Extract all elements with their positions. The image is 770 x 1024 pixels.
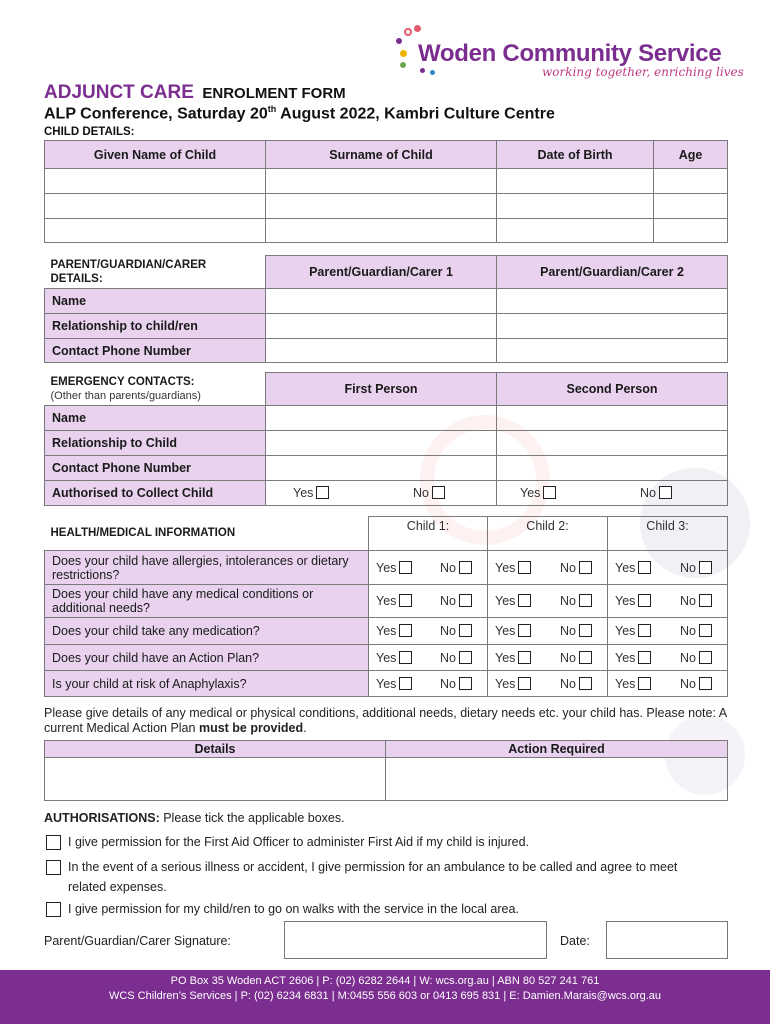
yes-checkbox[interactable] <box>518 677 531 690</box>
table-row <box>45 406 728 431</box>
first-person-name-field[interactable] <box>266 406 497 431</box>
no-checkbox[interactable] <box>459 561 472 574</box>
parent-table <box>44 255 728 363</box>
no-option <box>560 624 592 638</box>
question-medical-conditions: Does your child have any medical conditions or additional needs? <box>45 585 369 618</box>
no-label: No <box>680 560 696 575</box>
no-checkbox[interactable] <box>699 677 712 690</box>
yes-label: Yes <box>495 594 516 608</box>
logo-dot <box>404 28 412 36</box>
yes-checkbox[interactable] <box>638 594 651 607</box>
yes-label: Yes <box>495 650 516 665</box>
no-option <box>440 594 472 608</box>
no-checkbox[interactable] <box>432 486 445 499</box>
emergency-label: EMERGENCY CONTACTS: <box>50 375 195 388</box>
no-checkbox[interactable] <box>459 651 472 664</box>
no-label: No <box>440 676 456 691</box>
col-child-2: Child 2: <box>488 517 608 551</box>
table-row <box>45 481 728 506</box>
col-first-person: First Person <box>266 373 497 406</box>
walks-checkbox[interactable] <box>46 902 61 917</box>
yes-option <box>495 561 531 575</box>
no-option <box>680 677 712 691</box>
child-details-label: CHILD DETAILS: <box>44 126 135 138</box>
col-second-person: Second Person <box>497 373 728 406</box>
yes-option <box>293 486 329 500</box>
event-suffix: August 2022, Kambri Culture Centre <box>276 105 555 123</box>
yes-option <box>376 677 412 691</box>
surname-field[interactable] <box>266 169 497 194</box>
ambulance-text: In the event of a serious illness or accident, I give permission for an ambulance to be called and agree to meet related expenses. <box>68 860 678 894</box>
footer <box>0 970 770 1024</box>
details-field[interactable] <box>45 758 386 801</box>
first-aid-checkbox[interactable] <box>46 835 61 850</box>
yes-option <box>495 677 531 691</box>
yes-option <box>376 624 412 638</box>
yes-checkbox[interactable] <box>316 486 329 499</box>
parent2-phone-field[interactable] <box>497 339 728 363</box>
logo-dot <box>420 68 425 73</box>
yes-checkbox[interactable] <box>543 486 556 499</box>
row-label-relationship: Relationship to child/ren <box>45 314 266 339</box>
no-option <box>560 594 592 608</box>
row-label-name: Name <box>45 406 266 431</box>
no-checkbox[interactable] <box>659 486 672 499</box>
yes-checkbox[interactable] <box>638 677 651 690</box>
second-person-authorised <box>497 481 728 506</box>
question-action-plan: Does your child have an Action Plan? <box>45 645 369 671</box>
authorisations-instructions: Please tick the applicable boxes. <box>159 811 345 825</box>
yes-checkbox[interactable] <box>518 594 531 607</box>
date-label: Date: <box>560 934 590 948</box>
no-checkbox[interactable] <box>579 624 592 637</box>
dob-field[interactable] <box>497 169 654 194</box>
logo-dot <box>400 62 406 68</box>
table-row <box>45 194 728 219</box>
first-person-relationship-field[interactable] <box>266 431 497 456</box>
table-row <box>45 551 728 585</box>
table-row <box>45 585 728 618</box>
col-given-name: Given Name of Child <box>45 141 266 169</box>
no-option <box>440 677 472 691</box>
brand-name: Woden Community Service <box>418 40 722 67</box>
no-checkbox[interactable] <box>459 624 472 637</box>
yes-label: Yes <box>495 676 516 691</box>
second-person-name-field[interactable] <box>497 406 728 431</box>
logo-dot <box>430 70 435 75</box>
child1-answer <box>369 671 488 697</box>
form-title <box>44 82 346 104</box>
dob-field[interactable] <box>497 219 654 243</box>
details-text: Please give details of any medical or physical conditions, additional needs, dietary needs etc. your child has. Please note: A current Medical Action Plan <box>44 706 727 735</box>
auth-ambulance <box>46 857 726 897</box>
auth-walks <box>46 899 726 919</box>
surname-field[interactable] <box>266 194 497 219</box>
no-checkbox[interactable] <box>699 624 712 637</box>
no-checkbox[interactable] <box>579 594 592 607</box>
yes-label: Yes <box>376 624 397 638</box>
col-dob: Date of Birth <box>497 141 654 169</box>
table-row <box>45 671 728 697</box>
first-aid-text: I give permission for the First Aid Officer to administer First Aid if my child is injured. <box>68 835 530 849</box>
table-row <box>45 314 728 339</box>
age-field[interactable] <box>654 194 728 219</box>
no-checkbox[interactable] <box>699 561 712 574</box>
no-label: No <box>440 650 456 665</box>
no-label: No <box>560 594 576 608</box>
no-checkbox[interactable] <box>699 651 712 664</box>
yes-option <box>615 677 651 691</box>
footer-line-2: WCS Children’s Services | P: (02) 6234 6831 | M:0455 556 603 or 0413 695 831 | E: Damien.Marais@wcs.org.au <box>108 990 662 1002</box>
ambulance-checkbox[interactable] <box>46 860 61 875</box>
no-label: No <box>680 624 696 638</box>
row-label-relationship: Relationship to Child <box>45 431 266 456</box>
yes-checkbox[interactable] <box>518 561 531 574</box>
yes-option <box>495 594 531 608</box>
child2-answer <box>488 618 608 645</box>
col-action-required: Action Required <box>386 741 728 758</box>
second-person-relationship-field[interactable] <box>497 431 728 456</box>
auth-first-aid <box>46 832 726 852</box>
first-person-phone-field[interactable] <box>266 456 497 481</box>
emergency-section-label <box>45 373 266 406</box>
no-option <box>560 651 592 665</box>
yes-checkbox[interactable] <box>399 561 412 574</box>
child3-answer <box>608 585 728 618</box>
no-option <box>440 624 472 638</box>
child-details-table <box>44 140 728 243</box>
yes-checkbox[interactable] <box>638 561 651 574</box>
row-label-name: Name <box>45 289 266 314</box>
no-option <box>440 651 472 665</box>
yes-option <box>615 624 651 638</box>
yes-option <box>615 561 651 575</box>
yes-label: Yes <box>615 560 636 575</box>
yes-label: Yes <box>376 594 397 608</box>
yes-label: Yes <box>376 560 397 575</box>
no-option <box>413 486 445 500</box>
child2-answer <box>488 671 608 697</box>
given-name-field[interactable] <box>45 219 266 243</box>
form-title-main: ADJUNCT CARE <box>44 82 194 103</box>
yes-checkbox[interactable] <box>399 594 412 607</box>
yes-label: Yes <box>376 650 397 665</box>
child2-answer <box>488 585 608 618</box>
no-checkbox[interactable] <box>579 651 592 664</box>
no-option <box>560 677 592 691</box>
yes-checkbox[interactable] <box>399 651 412 664</box>
parent2-relationship-field[interactable] <box>497 314 728 339</box>
brand-tagline: working together, enriching lives <box>542 65 744 79</box>
health-table <box>44 516 728 697</box>
event-prefix: ALP Conference, Saturday 20 <box>44 105 268 123</box>
row-label-phone: Contact Phone Number <box>45 339 266 363</box>
yes-label: Yes <box>615 650 636 665</box>
table-row <box>45 219 728 243</box>
child3-answer <box>608 551 728 585</box>
table-row <box>45 169 728 194</box>
no-label: No <box>413 486 429 500</box>
child3-answer <box>608 618 728 645</box>
given-name-field[interactable] <box>45 194 266 219</box>
yes-checkbox[interactable] <box>399 677 412 690</box>
child2-answer <box>488 551 608 585</box>
dob-field[interactable] <box>497 194 654 219</box>
row-label-phone: Contact Phone Number <box>45 456 266 481</box>
authorisations-title: AUTHORISATIONS: <box>44 811 160 825</box>
col-parent-2: Parent/Guardian/Carer 2 <box>497 256 728 289</box>
question-anaphylaxis: Is your child at risk of Anaphylaxis? <box>45 671 369 697</box>
col-child-1: Child 1: <box>369 517 488 551</box>
no-label: No <box>680 676 696 691</box>
no-checkbox[interactable] <box>579 561 592 574</box>
first-person-authorised <box>266 481 497 506</box>
surname-field[interactable] <box>266 219 497 243</box>
no-option <box>680 594 712 608</box>
parent1-relationship-field[interactable] <box>266 314 497 339</box>
event-subtitle <box>44 104 555 123</box>
no-label: No <box>440 560 456 575</box>
date-field[interactable] <box>606 921 728 959</box>
age-field[interactable] <box>654 169 728 194</box>
action-required-field[interactable] <box>386 758 728 801</box>
event-sup: th <box>267 104 277 114</box>
no-option <box>560 561 592 575</box>
second-person-phone-field[interactable] <box>497 456 728 481</box>
yes-checkbox[interactable] <box>638 651 651 664</box>
no-label: No <box>560 624 576 638</box>
no-option <box>680 561 712 575</box>
age-field[interactable] <box>654 219 728 243</box>
yes-checkbox[interactable] <box>518 624 531 637</box>
yes-label: Yes <box>520 486 541 500</box>
yes-label: Yes <box>376 676 397 691</box>
no-checkbox[interactable] <box>459 594 472 607</box>
child1-answer <box>369 551 488 585</box>
col-parent-1: Parent/Guardian/Carer 1 <box>266 256 497 289</box>
logo-dot <box>400 50 407 57</box>
row-label-authorised: Authorised to Collect Child <box>45 481 266 506</box>
child1-answer <box>369 645 488 671</box>
yes-option <box>495 651 531 665</box>
table-row <box>45 645 728 671</box>
child3-answer <box>608 671 728 697</box>
child1-answer <box>369 585 488 618</box>
col-surname: Surname of Child <box>266 141 497 169</box>
col-age: Age <box>654 141 728 169</box>
brand-logo <box>396 28 744 80</box>
yes-checkbox[interactable] <box>518 651 531 664</box>
no-label: No <box>440 594 456 608</box>
authorisations-heading <box>44 811 345 825</box>
yes-checkbox[interactable] <box>638 624 651 637</box>
emergency-note: (Other than parents/guardians) <box>50 389 201 402</box>
details-text-end: . <box>303 721 307 735</box>
yes-label: Yes <box>615 594 636 608</box>
yes-label: Yes <box>615 676 636 691</box>
table-row <box>45 456 728 481</box>
parent2-name-field[interactable] <box>497 289 728 314</box>
child2-answer <box>488 645 608 671</box>
no-option <box>680 624 712 638</box>
emergency-table <box>44 372 728 506</box>
form-title-sub: ENROLMENT FORM <box>202 85 346 102</box>
table-row <box>45 339 728 363</box>
yes-label: Yes <box>293 486 314 500</box>
details-instructions <box>44 706 734 736</box>
no-label: No <box>440 624 456 638</box>
yes-label: Yes <box>495 560 516 575</box>
yes-option <box>495 624 531 638</box>
yes-option <box>615 594 651 608</box>
no-checkbox[interactable] <box>459 677 472 690</box>
yes-option <box>376 651 412 665</box>
yes-label: Yes <box>615 624 636 638</box>
details-text-bold: must be provided <box>198 721 304 735</box>
child1-answer <box>369 618 488 645</box>
given-name-field[interactable] <box>45 169 266 194</box>
footer-line-1: PO Box 35 Woden ACT 2606 | P: (02) 6282 2644 | W: wcs.org.au | ABN 80 527 241 761 <box>170 975 600 987</box>
no-label: No <box>560 560 576 575</box>
yes-label: Yes <box>495 624 516 638</box>
table-row <box>45 289 728 314</box>
no-label: No <box>680 650 696 665</box>
child3-answer <box>608 645 728 671</box>
signature-field[interactable] <box>284 921 547 959</box>
no-option <box>680 651 712 665</box>
no-checkbox[interactable] <box>699 594 712 607</box>
no-option <box>640 486 672 500</box>
no-label: No <box>680 594 696 608</box>
walks-text: I give permission for my child/ren to go on walks with the service in the local area. <box>68 902 519 916</box>
yes-option <box>376 594 412 608</box>
parent1-name-field[interactable] <box>266 289 497 314</box>
table-row <box>45 618 728 645</box>
logo-dot <box>396 38 402 44</box>
table-row <box>45 431 728 456</box>
no-checkbox[interactable] <box>579 677 592 690</box>
col-details: Details <box>45 741 386 758</box>
no-label: No <box>560 650 576 665</box>
logo-dot <box>414 25 421 32</box>
no-option <box>440 561 472 575</box>
question-medication: Does your child take any medication? <box>45 618 369 645</box>
no-label: No <box>560 676 576 691</box>
signature-label: Parent/Guardian/Carer Signature: <box>44 934 231 948</box>
details-table <box>44 740 728 801</box>
parent-section-label: PARENT/GUARDIAN/CARER DETAILS: <box>50 258 207 285</box>
yes-option <box>615 651 651 665</box>
table-row <box>45 758 728 801</box>
no-label: No <box>640 486 656 500</box>
parent1-phone-field[interactable] <box>266 339 497 363</box>
health-section-label: HEALTH/MEDICAL INFORMATION <box>50 527 236 540</box>
yes-checkbox[interactable] <box>399 624 412 637</box>
yes-option <box>520 486 556 500</box>
col-child-3: Child 3: <box>608 517 728 551</box>
question-allergies: Does your child have allergies, intolerances or dietary restrictions? <box>45 551 369 585</box>
yes-option <box>376 561 412 575</box>
